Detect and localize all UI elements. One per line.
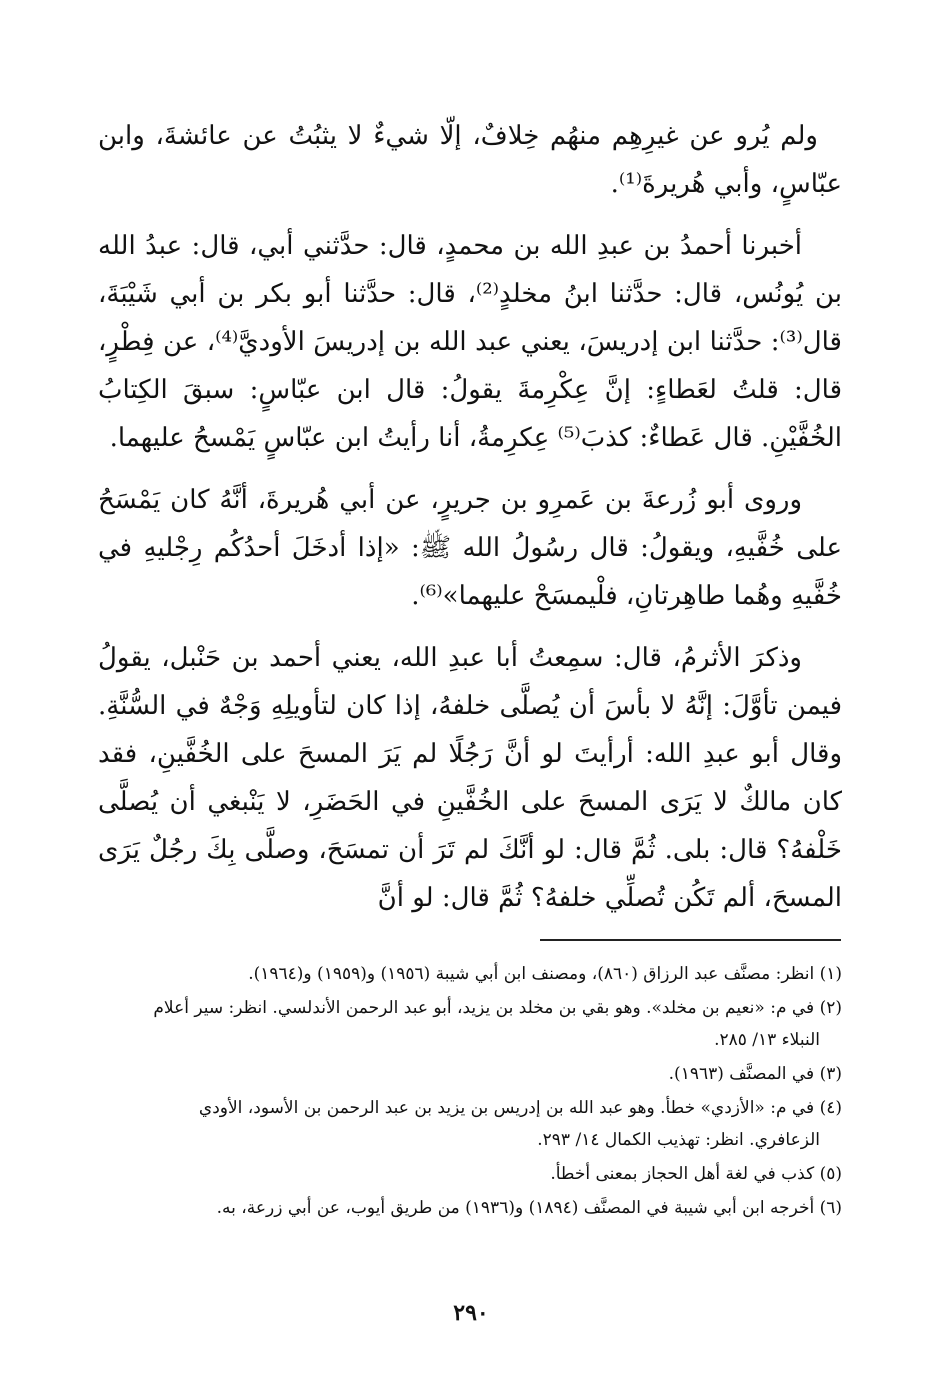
footnote-continuation: النبلاء ١٣/ ٢٨٥. bbox=[714, 1030, 820, 1050]
footnote-2 bbox=[98, 992, 842, 1056]
footnote-4 bbox=[98, 1092, 842, 1156]
footnote-text: (٥) كذب في لغة أهل الحجاز بمعنى أخطأ. bbox=[550, 1164, 842, 1184]
footnote-divider bbox=[540, 939, 841, 941]
footnote-text: (٣) في المصنَّف (١٩٦٣). bbox=[668, 1064, 842, 1084]
footnote-3 bbox=[98, 1058, 842, 1090]
footnote-text: (٢) في م: «نعيم بن مخلد». وهو بقي بن مخلد بن يزيد، أبو عبد الرحمن الأندلسي. انظر: سير أعلام bbox=[153, 998, 842, 1018]
paragraph-4: وذكرَ الأثرمُ، قال: سمِعتُ أبا عبدِ الله، يعني أحمد بن حَنْبل، يقولُ فيمن تأوَّلَ: إنَّهُ لا بأسَ أن يُصلَّى خلفهُ، إذا كان لتأويلِهِ وَجْهٌ في السُّنَّةِ. وقال أبو عبدِ الله: أرأيتَ لو أنَّ رَجُلًا لم يَرَ المسحَ على الخُفَّينِ، فقد كان مالكٌ لا يَرَى المسحَ على الخُفَّينِ في الحَضَرِ، لا يَنْبغي أن يُصلَّى خَلْفهُ؟ قال: بلى. ثُمَّ قال: لو أنَّكَ لم تَرَ أن تمسَحَ، وصلَّى بِكَ رجُلٌ يَرَى المسحَ، ألم تَكُن تُصلِّي خلفهُ؟ ثُمَّ قال: لو أنَّ bbox=[98, 643, 842, 913]
page-number: ٢٩٠ bbox=[453, 1300, 489, 1326]
paragraph-2: أخبرنا أحمدُ بن عبدِ الله بن محمدٍ، قال: حدَّثني أبي، قال: عبدُ الله بن يُونُس، قال: حدَّثنا ابنُ مخلدٍ⁽²⁾، قال: حدَّثنا أبو بكر بن أبي شَيْبَةَ، قال⁽³⁾: حدَّثنا ابن إدريسَ، يعني عبد الله بن إدريسَ الأوديَّ⁽⁴⁾، عن فِطْرٍ، قال: قلتُ لعَطاءٍ: إنَّ عِكْرِمةَ يقولُ: قال ابن عبّاسٍ: سبقَ الكِتابُ الخُفَّيْنِ. قال عَطاءٌ: كذبَ⁽⁵⁾ عِكرِمةُ، أنا رأيتُ ابن عبّاسٍ يَمْسحُ عليهما. bbox=[98, 231, 842, 453]
footnote-6 bbox=[98, 1192, 842, 1224]
main-text bbox=[98, 112, 842, 936]
footnotes bbox=[98, 958, 842, 1226]
footnote-5 bbox=[98, 1158, 842, 1190]
footnote-text: (٦) أخرجه ابن أبي شيبة في المصنَّف (١٨٩٤) و(١٩٣٦) من طريق أيوب، عن أبي زرعة، به. bbox=[216, 1198, 842, 1218]
footnote-text: (٤) في م: «الأزدي» خطأ. وهو عبد الله بن إدريس بن يزيد بن عبد الرحمن بن الأسود، الأودي bbox=[198, 1098, 842, 1118]
paragraph-1: ولم يُرو عن غيرِهِم منهُم خِلافٌ، إلّا شيءٌ لا يثبُتُ عن عائشةَ، وابن عبّاسٍ، وأبي هُريرةَ⁽¹⁾. bbox=[98, 121, 842, 199]
paragraph-3: وروى أبو زُرعةَ بن عَمرِو بن جريرٍ، عن أبي هُريرةَ، أنَّهُ كان يَمْسَحُ على خُفَّيهِ، ويقولُ: قال رسُولُ الله ﷺ: «إذا أدخَلَ أحدُكُم رِجْليهِ في خُفَّيهِ وهُما طاهِرتانِ، فلْيمسَحْ عليهما»⁽⁶⁾. bbox=[98, 485, 842, 611]
footnote-1 bbox=[98, 958, 842, 990]
footnote-continuation: الزعافري. انظر: تهذيب الكمال ١٤/ ٢٩٣. bbox=[537, 1130, 820, 1150]
footnote-text: (١) انظر: مصنَّف عبد الرزاق (٨٦٠)، ومصنف ابن أبي شيبة (١٩٥٦) و(١٩٥٩) و(١٩٦٤). bbox=[248, 964, 842, 984]
